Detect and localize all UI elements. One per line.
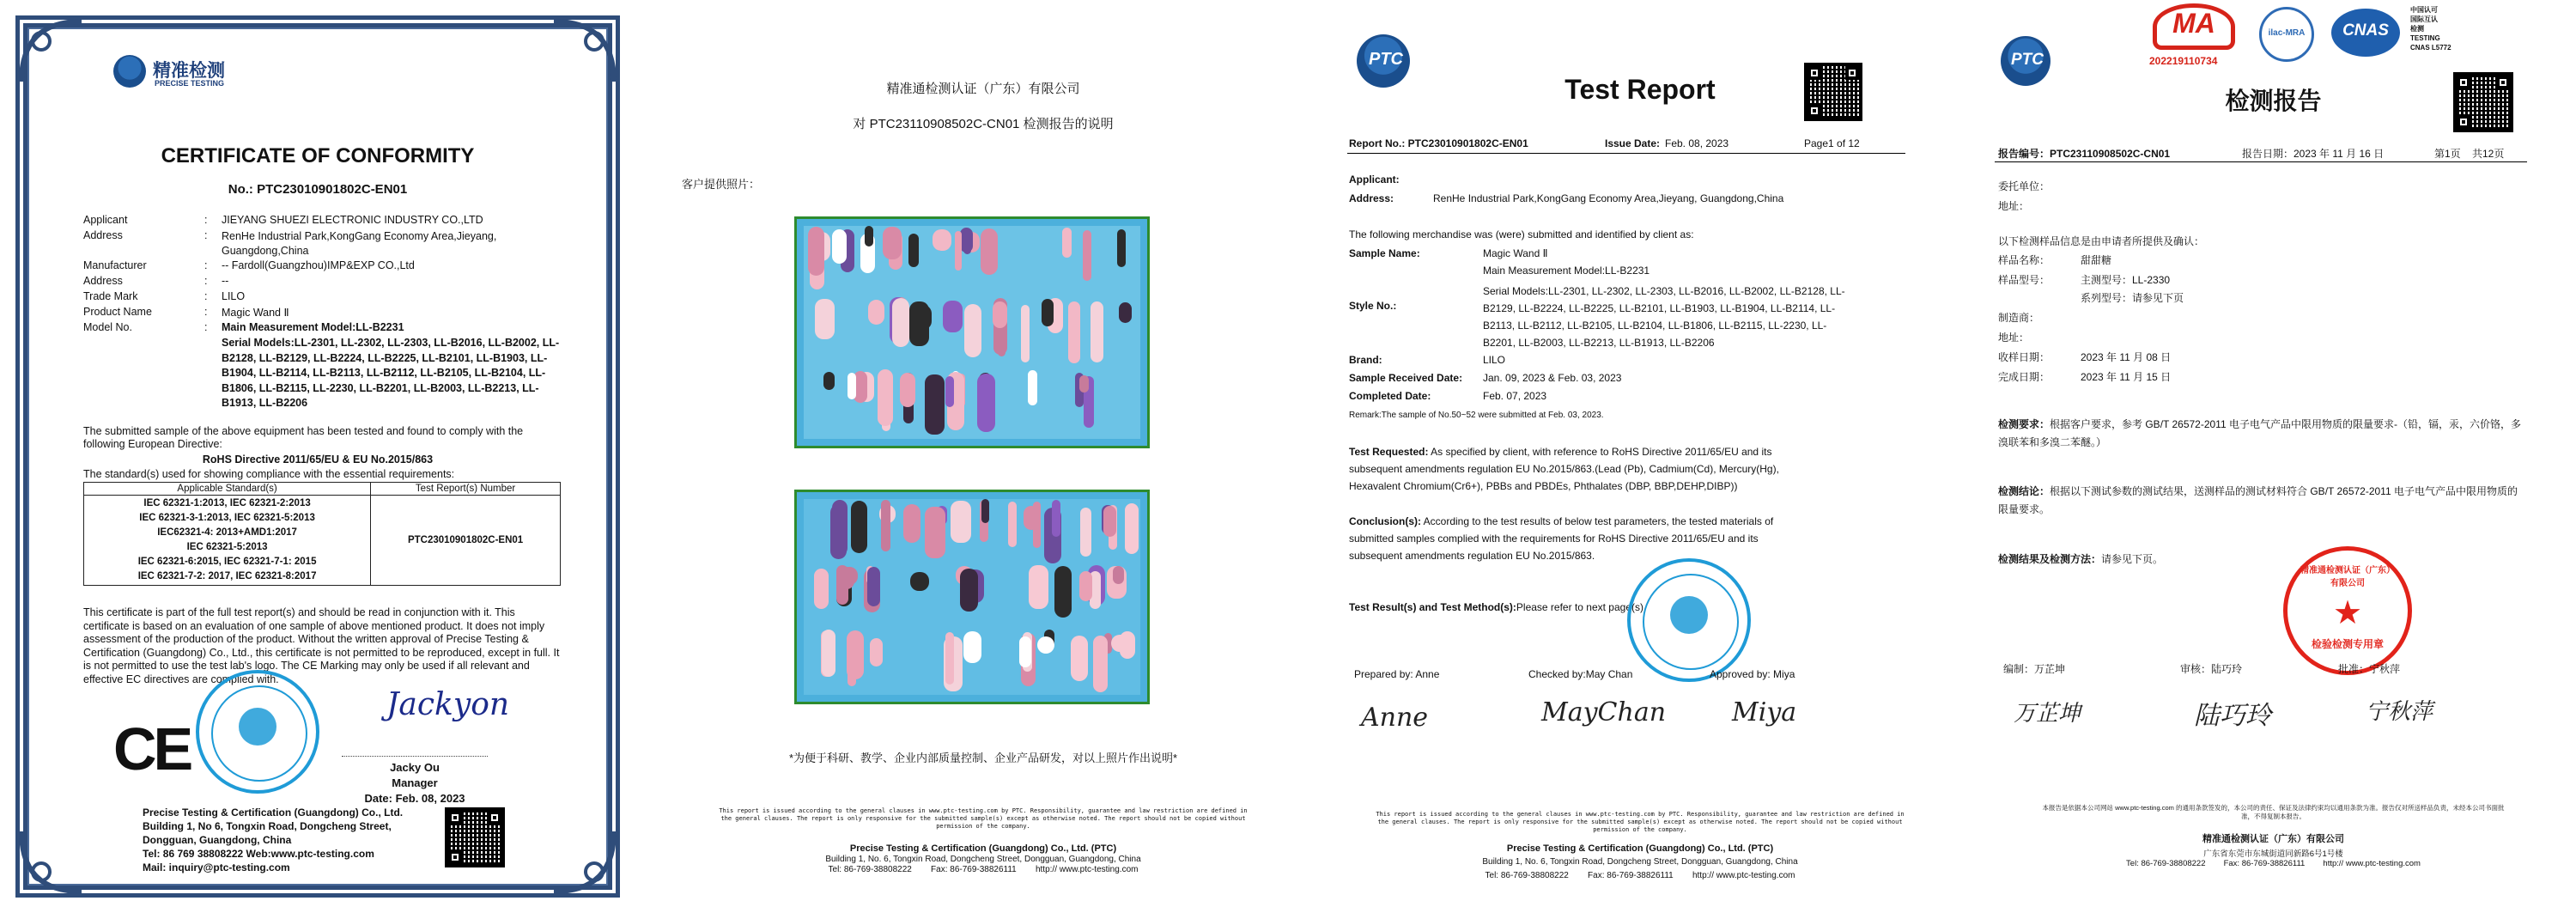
ce-mark: CE <box>113 715 191 782</box>
product-item <box>993 301 1007 328</box>
colon: : <box>204 214 208 226</box>
footer-line: Tel: 86-769-38808222 Fax: 86-769-38826111 http:// www.ptc-testing.com <box>1485 871 1795 880</box>
cnas-line: CNAS L5772 <box>2410 44 2451 52</box>
main-model: Main Measurement Model:LL-B2231 <box>1483 265 1650 277</box>
cma-number: 202219110734 <box>2149 55 2218 67</box>
logo-text: 精准检测 <box>153 61 225 81</box>
qr-code-icon <box>1804 63 1862 121</box>
trademark-label: Trade Mark <box>83 290 138 302</box>
address-label: 地址： <box>1998 200 2030 212</box>
footer-line: Building 1, No. 6, Tongxin Road, Dongcheng Street, Dongguan, Guangdong, China <box>1482 857 1798 867</box>
completed-date-value: Feb. 07, 2023 <box>1483 390 1547 402</box>
product-item <box>1028 370 1037 405</box>
ptc-seal <box>196 670 319 794</box>
ptc-seal <box>1627 558 1751 682</box>
cma-label: MA <box>2172 8 2215 39</box>
product-item <box>943 301 963 332</box>
product-item <box>955 231 962 271</box>
colon: : <box>204 306 208 318</box>
product-item <box>1080 508 1091 557</box>
product-item <box>925 507 945 559</box>
product-item <box>1068 301 1080 362</box>
product-item <box>951 501 971 543</box>
manufacturer-address-label: Address <box>83 275 123 287</box>
footer-line: Precise Testing & Certification (Guangdong) Co., Ltd. (PTC) <box>1506 843 1774 854</box>
product-item <box>883 227 902 259</box>
seal-subtext: 检验检测专用章 <box>2311 638 2384 650</box>
certificate-number: No.: PTC23010901802C-EN01 <box>228 182 408 197</box>
table-header: Applicable Standard(s) <box>84 483 371 496</box>
report-number-cell: PTC23010901802C-EN01 <box>371 496 561 586</box>
seal-text: 精准通检测认证（广东）有限公司 <box>2300 566 2395 588</box>
product-item <box>814 569 829 610</box>
product-item <box>1113 566 1123 584</box>
product-item <box>960 569 978 612</box>
product-item <box>1062 228 1072 259</box>
certificate-disclaimer: This certificate is part of the full test report(s) and should be read in conjunction with it. This certificate is based on an evaluation of one sample of above mentioned product. It does not imply assessment of the production of the product. Without the written approval of Precise Testing & Certification (Guangdong) Co., Ltd., this certificate is not permitted to be reproduced, except in full. It is not permitted to use the test lab's logo. The CE Marking may only be used if all relevant and effective EC directives are complied with. <box>83 606 560 685</box>
product-item <box>964 304 981 356</box>
ilac-label: ilac-MRA <box>2268 28 2306 38</box>
footer-line: Precise Testing & Certification (Guangdong) Co., Ltd. (PTC) <box>849 843 1117 854</box>
product-item <box>865 226 872 247</box>
signature: 宁秋萍 <box>2366 699 2433 725</box>
page-indicator: Page1 of 12 <box>1804 137 1860 149</box>
fine-print: This report is issued according to the general clauses in www.ptc-testing.com by PTC. Responsibility, guarantee and law restriction are defined in the general clauses. The report is only responsive for the submitted sample(s) except as otherwise noted. The report should not be copied without permission of the company. <box>719 807 1248 830</box>
product-item <box>1125 503 1139 553</box>
footer-line: Precise Testing & Certification (Guangdong) Co., Ltd. <box>143 806 404 819</box>
ptc-logo-icon <box>113 55 146 88</box>
cnas-line: TESTING <box>2410 34 2440 42</box>
approved-by: Approved by: Miya <box>1710 668 1795 680</box>
product-item <box>881 500 891 551</box>
colon: : <box>204 229 208 241</box>
method-label: 检测结果及检测方法： <box>1998 553 2102 565</box>
product-item <box>830 504 848 559</box>
product-item <box>832 229 848 264</box>
sample-name-label: Sample Name: <box>1349 247 1420 259</box>
sample-model-label: 样品型号： <box>1998 274 2050 286</box>
standard-item: IEC 62321-7-2: 2017, IEC 62321-8:2017 <box>137 571 317 581</box>
product-item <box>1008 502 1016 547</box>
photo-note: *为便于科研、教学、企业内部质量控制、企业产品研发，对以上照片作出说明* <box>788 752 1178 764</box>
received-date-value: Jan. 09, 2023 & Feb. 03, 2023 <box>1483 372 1622 384</box>
standard-item: IEC 62321-3-1:2013, IEC 62321-5:2013 <box>139 513 315 523</box>
qr-code-icon <box>2453 72 2513 132</box>
product-item <box>909 301 929 346</box>
table-header: Test Report(s) Number <box>371 483 561 496</box>
address-value: RenHe Industrial Park,KongGang Economy Area,Jieyang, Guangdong,China <box>222 230 497 257</box>
product-item <box>900 373 915 407</box>
cn-report-page <box>1971 0 2576 913</box>
reviewer: 审核：陆巧玲 <box>2180 663 2243 675</box>
submitted-text: The submitted sample of the above equipment has been tested and found to comply with the following European Directive: <box>83 425 524 450</box>
address-label: Address <box>83 229 123 241</box>
product-item <box>1054 566 1072 618</box>
checked-by: Checked by:May Chan <box>1528 668 1633 680</box>
report-number: 报告编号：PTC23110908502C-CN01 <box>1998 148 2171 160</box>
standard-item: IEC 62321-1:2013, IEC 62321-2:2013 <box>143 498 311 508</box>
report-title: 检测报告 <box>2225 88 2322 114</box>
test-results <box>1349 601 1646 613</box>
corner-ornament-icon <box>17 17 86 86</box>
test-report-page <box>1327 0 1953 913</box>
product-item <box>1079 571 1092 602</box>
footer-line: Building 1, No. 6, Tongxin Road, Dongcheng Street, Dongguan, Guangdong, China <box>825 855 1141 864</box>
product-item <box>808 227 824 276</box>
product-item <box>1019 636 1030 667</box>
explanation-page <box>661 0 1305 913</box>
product-name-value: Magic Wand Ⅱ <box>222 307 289 319</box>
fine-print: 本报告是依据本公司网站 www.ptc-testing.com 的通用条款签发的，本公司的责任、保证及法律约束均以通用条款为准。报告仅对所送样品负责，未经本公司书面批准，不得复制本报告。 <box>2042 804 2505 820</box>
colon: : <box>204 275 208 287</box>
standards-text: The standard(s) used for showing compliance with the essential requirements: <box>83 468 455 480</box>
conclusion-label: 检测结论： <box>1998 485 2050 497</box>
footer-line: Tel: 86-769-38808222 Fax: 86-769-38826111 http:// www.ptc-testing.com <box>2126 859 2421 868</box>
official-seal <box>2283 546 2412 675</box>
cnas-logo-icon <box>2331 9 2400 57</box>
test-results-value: Please refer to next page(s). <box>1516 601 1647 613</box>
method-value: 请参见下页。 <box>2101 553 2164 565</box>
conclusion <box>1998 483 2522 519</box>
client-label: 委托单位： <box>1998 180 2050 192</box>
product-item <box>1103 506 1116 537</box>
product-item <box>1093 636 1108 692</box>
cnas-line: 检测 <box>2410 25 2424 33</box>
model-no-label: Model No. <box>83 321 132 333</box>
completed-date-label: 完成日期： <box>1998 371 2050 383</box>
certificate-date: Date: Feb. 08, 2023 <box>364 792 465 805</box>
explanation-title: 精准通检测认证（广东）有限公司 <box>886 82 1080 96</box>
test-requested <box>1349 443 1795 495</box>
style-no-label: Style No.: <box>1349 300 1397 312</box>
product-item <box>878 369 894 426</box>
cnas-line: 中国认可 <box>2410 6 2438 14</box>
method <box>1998 551 2163 566</box>
product-item <box>908 234 919 267</box>
brand-value: LILO <box>1483 354 1506 366</box>
product-item <box>1037 636 1054 654</box>
requirement <box>1998 416 2522 452</box>
conclusion-value: 根据以下测试参数的测试结果，送测样品的测试材料符合 GB/T 26572-2011 电子电气产品中限用物质的限量要求。 <box>1998 485 2518 515</box>
footer-line: Mail: inquiry@ptc-testing.com <box>143 861 290 873</box>
serial-models: Serial Models:LL-2301, LL-2302, LL-2303, LL-B2016, LL-B2002, LL-B2128, LL-B2129, LL-B2224, LL-B2225, LL-B2101, LL-B1903, LL-B1904, LL-B2114, LL-B2113, LL-B2112, LL-B2105, LL-B2104, LL-B1806, LL-B2115, LL-2230, LL-B2201, LL-B2003, LL-B2213, LL-B1913, LL-B2206 <box>222 337 560 409</box>
signature: Miya <box>1732 697 1797 727</box>
certificate-page <box>0 0 635 913</box>
product-item <box>945 376 953 407</box>
corner-ornament-icon <box>550 17 618 86</box>
product-item <box>977 374 995 432</box>
product-item <box>925 374 944 435</box>
product-item <box>981 499 990 523</box>
manufacturer-label: Manufacturer <box>83 259 147 271</box>
divider <box>1347 153 1905 154</box>
certificate-footer <box>143 806 403 874</box>
star-icon: ★ <box>2332 595 2363 631</box>
prepared-by: Prepared by: Anne <box>1354 668 1440 680</box>
signature: MayChan <box>1541 697 1667 727</box>
completed-date-value: 2023 年 11 月 15 日 <box>2081 371 2172 383</box>
signer-title: Manager <box>392 776 438 789</box>
product-item <box>1119 302 1132 323</box>
product-item <box>868 300 884 325</box>
address-label: Address: <box>1349 192 1394 204</box>
signature: Jackyon <box>386 687 510 722</box>
requirement-label: 检测要求： <box>1998 418 2050 430</box>
received-date-value: 2023 年 11 月 08 日 <box>2081 351 2172 363</box>
applicant-label: Applicant <box>83 214 128 226</box>
received-date-label: Sample Received Date: <box>1349 372 1463 384</box>
conclusion <box>1349 513 1795 564</box>
manufacturer-address-label: 地址： <box>1998 332 2030 344</box>
standard-item: IEC 62321-6:2015, IEC 62321-7-1: 2015 <box>137 557 317 567</box>
product-item <box>848 637 856 686</box>
serial-models: Serial Models:LL-2301, LL-2302, LL-2303, LL-B2016, LL-B2002, LL-B2128, LL-B2129, LL-B2224, LL-B2225, LL-B2101, LL-B1903, LL-B1904, LL-B2114, LL-B2113, LL-B2112, LL-B2105, LL-B2104, LL-B1806, LL-B2115, LL-2230, LL-B2201, LL-B2003, LL-B2213, LL-B1913, LL-B2206 <box>1483 285 1845 349</box>
merchandise-text: The following merchandise was (were) submitted and identified by client as: <box>1349 228 1694 240</box>
report-number: Report No.: PTC23010901802C-EN01 <box>1349 137 1528 149</box>
product-item <box>1042 299 1054 326</box>
product-item <box>848 373 855 399</box>
product-item <box>1083 230 1091 280</box>
product-item <box>1120 631 1135 659</box>
main-model: 主测型号：LL-2330 <box>2081 274 2171 286</box>
product-photo <box>794 216 1150 448</box>
test-results-label: Test Result(s) and Test Method(s): <box>1349 601 1516 613</box>
sample-name-label: 样品名称： <box>1998 254 2050 266</box>
product-item <box>1091 301 1103 362</box>
product-item <box>1079 375 1089 393</box>
trademark-value: LILO <box>222 290 246 302</box>
footer-line: 广东省东莞市东城街道同新路6号1号楼 <box>2203 849 2343 859</box>
product-item <box>1029 565 1049 609</box>
test-requested-value: As specified by client, with reference to RoHS Directive 2011/65/EU and its subsequent amendments regulation EU No.2015/863.(Lead (Pb), Cadmium(Cd), Mercury(Hg), Hexavalent Chromium(Cr6+), PBBs and PBDEs, Phthalates (DBP, BBP,DEHP,DIBP)) <box>1349 446 1779 492</box>
certificate-title: CERTIFICATE OF CONFORMITY <box>161 144 475 167</box>
ptc-logo-icon: PTC <box>2001 36 2050 86</box>
directive: RoHS Directive 2011/65/EU & EU No.2015/863 <box>202 453 434 466</box>
issue-date: Feb. 08, 2023 <box>1665 137 1729 149</box>
product-item <box>1024 506 1039 530</box>
sample-name-value: 甜甜糖 <box>2081 254 2112 266</box>
editor: 编制：万芷坤 <box>2003 663 2066 675</box>
footer-line: Building 1, No 6, Tongxin Road, Dongcheng Street, <box>143 820 392 832</box>
model-no-value: Main Measurement Model:LL-B2231 <box>222 321 404 333</box>
product-item <box>867 567 880 606</box>
cnas-label: CNAS <box>2342 21 2389 40</box>
test-requested-label: Test Requested: <box>1349 446 1429 458</box>
signer-name: Jacky Ou <box>390 761 440 774</box>
address-value: RenHe Industrial Park,KongGang Economy Area,Jieyang, Guangdong,China <box>1433 192 1784 204</box>
report-title: Test Report <box>1564 74 1716 105</box>
identified-text: 以下检测样品信息是由申请者所提供及确认： <box>1998 235 2205 247</box>
cnas-line: 国际互认 <box>2410 15 2438 23</box>
report-date: 报告日期：2023 年 11 月 16 日 <box>2242 148 2385 160</box>
applicant-value: JIEYANG SHUEZI ELECTRONIC INDUSTRY CO.,LTD <box>222 214 483 226</box>
product-item <box>981 228 998 275</box>
ptc-logo-icon: PTC <box>1357 34 1410 88</box>
cma-logo-icon <box>2153 3 2235 50</box>
received-date-label: 收样日期： <box>1998 351 2050 363</box>
corner-ornament-icon <box>550 827 618 896</box>
requirement-value: 根据客户要求，参考 GB/T 26572-2011 电子电气产品中限用物质的限量要求-（铅，镉，汞，六价铬，多溴联苯和多溴二苯醚。） <box>1998 418 2521 448</box>
signature-line <box>342 756 488 757</box>
product-item <box>963 631 981 663</box>
sample-name-value: Magic Wand Ⅱ <box>1483 247 1548 259</box>
client-photos-label: 客户提供照片： <box>682 178 761 191</box>
standards-table <box>83 482 561 586</box>
signature: 万芷坤 <box>2014 701 2081 727</box>
explanation-subtitle: 对 PTC23110908502C-CN01 检测报告的说明 <box>853 117 1114 131</box>
product-item <box>903 504 920 543</box>
completed-date-label: Completed Date: <box>1349 390 1431 402</box>
product-item <box>870 638 882 666</box>
colon: : <box>204 290 208 302</box>
conclusion-value: According to the test results of below test parameters, the tested materials of submitted samples complied with the requirements for RoHS Directive 2011/65/EU and its subsequent amendments regulation EU No.2015/863. <box>1349 515 1774 562</box>
fine-print: This report is issued according to the general clauses in www.ptc-testing.com by PTC. Responsibility, guarantee and law restriction are defined in the general clauses. The report is only responsive for the submitted sample(s) except as otherwise noted. The report should not be copied without permission of the company. <box>1376 811 1905 833</box>
product-item <box>933 229 951 252</box>
signature: 陆巧玲 <box>2194 701 2271 731</box>
issue-date-label: Issue Date: <box>1605 137 1661 149</box>
product-item <box>1117 229 1126 266</box>
product-item <box>1071 636 1088 681</box>
divider <box>1995 161 2527 162</box>
footer-line: 精准通检测认证（广东）有限公司 <box>2202 834 2344 844</box>
standard-item: IEC 62321-5:2013 <box>186 542 268 552</box>
series-model: 系列型号：请参见下页 <box>2081 292 2184 304</box>
manufacturer-address-value: -- <box>222 275 229 287</box>
footer-line: Dongguan, Guangdong, China <box>143 834 292 846</box>
product-item <box>823 372 835 390</box>
ilac-logo-icon <box>2259 7 2314 62</box>
brand-label: Brand: <box>1349 354 1382 366</box>
product-item <box>815 299 835 339</box>
product-item <box>892 298 910 347</box>
footer-line: Tel: 86 769 38808222 Web:www.ptc-testing.com <box>143 848 374 860</box>
colon: : <box>204 321 208 333</box>
manufacturer-label: 制造商： <box>1998 312 2040 324</box>
product-item <box>960 228 973 252</box>
product-name-label: Product Name <box>83 306 152 318</box>
product-item <box>910 572 929 591</box>
corner-ornament-icon <box>17 827 86 896</box>
page-indicator: 第1页 共12页 <box>2434 148 2505 160</box>
qr-code-icon <box>445 807 505 867</box>
footer-line: Tel: 86-769-38808222 Fax: 86-769-38826111 http:// www.ptc-testing.com <box>828 865 1139 874</box>
remark: Remark:The sample of No.50~52 were submitted at Feb. 03, 2023. <box>1349 411 1604 420</box>
conclusion-label: Conclusion(s): <box>1349 515 1421 527</box>
signature: Anne <box>1361 703 1429 733</box>
product-item <box>839 567 854 589</box>
product-item <box>851 501 867 554</box>
logo-subtext: PRECISE TESTING <box>155 79 225 88</box>
product-item <box>945 632 954 685</box>
standard-item: IEC62321-4: 2013+AMD1:2017 <box>157 527 297 538</box>
product-photo <box>794 490 1150 704</box>
colon: : <box>204 259 208 271</box>
product-item <box>1052 500 1060 538</box>
approver: 批准：宁秋萍 <box>2338 663 2401 675</box>
applicant-label: Applicant: <box>1349 173 1400 186</box>
cnas-text <box>2410 5 2451 52</box>
manufacturer-value: -- Fardoll(Guangzhou)IMP&EXP CO.,Ltd <box>222 259 415 271</box>
product-item <box>1021 305 1030 362</box>
product-item <box>822 630 836 677</box>
